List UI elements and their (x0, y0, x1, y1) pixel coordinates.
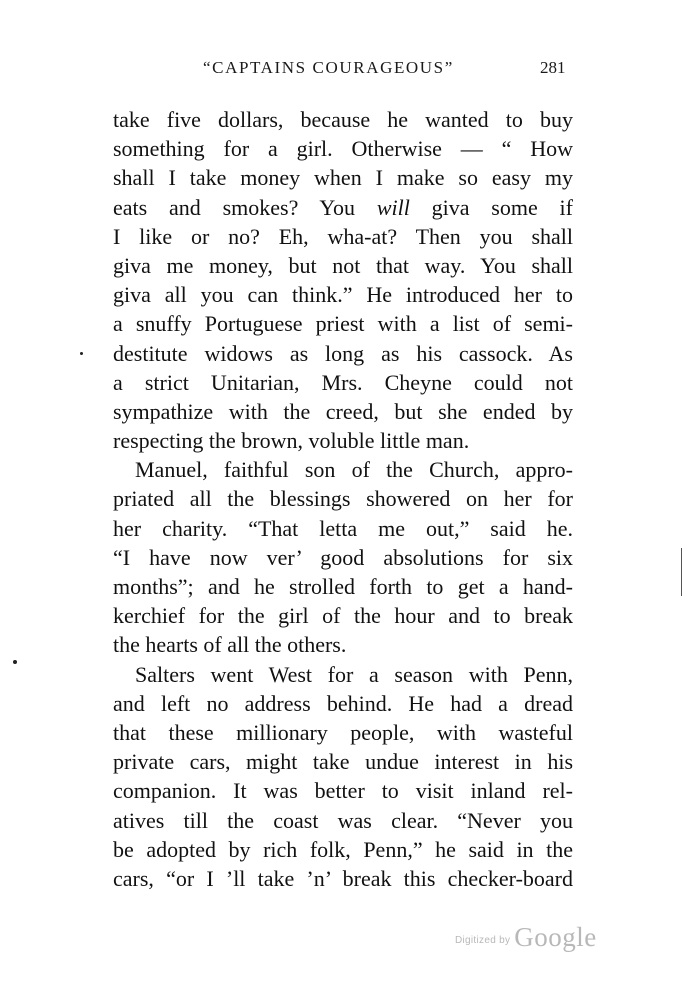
text-line: a snuffy Portuguese priest with a list of semi- (113, 311, 573, 337)
text-line: private cars, might take undue interest in his (113, 749, 573, 775)
text-line: her charity. “That letta me out,” said he. (113, 515, 573, 541)
text-line: eats and smokes? You will giva some if (113, 194, 573, 220)
text-line: shall I take money when I make so easy my (113, 165, 573, 191)
page-number: 281 (540, 58, 566, 77)
text-line: “I have now ver’ good absolutions for six (113, 544, 573, 570)
scan-speck (13, 660, 17, 664)
text-line: Manuel, faithful son of the Church, appro- (135, 457, 573, 483)
text-line: respecting the brown, voluble little man. (113, 428, 470, 454)
text-line: companion. It was better to visit inland rel- (113, 778, 573, 804)
text-line: giva all you can think.” He introduced her to (113, 282, 573, 308)
text-line: months”; and he strolled forth to get a hand- (113, 574, 573, 599)
page-body (113, 105, 573, 893)
text-line: giva me money, but not that way. You shall (113, 252, 573, 278)
text-line: Salters went West for a season with Penn, (135, 661, 573, 687)
watermark-prefix: Digitized by (455, 935, 511, 946)
text-line: a strict Unitarian, Mrs. Cheyne could not (113, 369, 573, 395)
text-line: kerchief for the girl of the hour and to break (113, 603, 573, 629)
text-line: something for a girl. Otherwise — “ How (113, 136, 573, 162)
text-line: atives till the coast was clear. “Never you (113, 807, 573, 833)
text-line: that these millionary people, with wasteful (113, 719, 573, 745)
watermark-brand: Google (514, 922, 597, 952)
digitized-by-google-watermark (455, 922, 597, 953)
text-line: and left no address behind. He had a dread (113, 690, 573, 716)
text-line: destitute widows as long as his cassock. As (113, 340, 573, 366)
text-line: be adopted by rich folk, Penn,” he said in the (113, 836, 573, 862)
emphasis: will (376, 194, 410, 220)
scan-speck (80, 352, 83, 355)
scan-edge-mark (681, 548, 682, 596)
text-line: the hearts of all the others. (113, 632, 347, 658)
text-line: priated all the blessings showered on her for (113, 486, 573, 512)
text-line: cars, “or I ’ll take ’n’ break this checker-board (113, 865, 573, 891)
text-line: sympathize with the creed, but she ended by (113, 398, 573, 424)
book-title-header: “CAPTAINS COURAGEOUS” (203, 58, 454, 77)
text-line: take five dollars, because he wanted to buy (113, 107, 573, 132)
text-line: I like or no? Eh, wha-at? Then you shall (113, 223, 573, 249)
